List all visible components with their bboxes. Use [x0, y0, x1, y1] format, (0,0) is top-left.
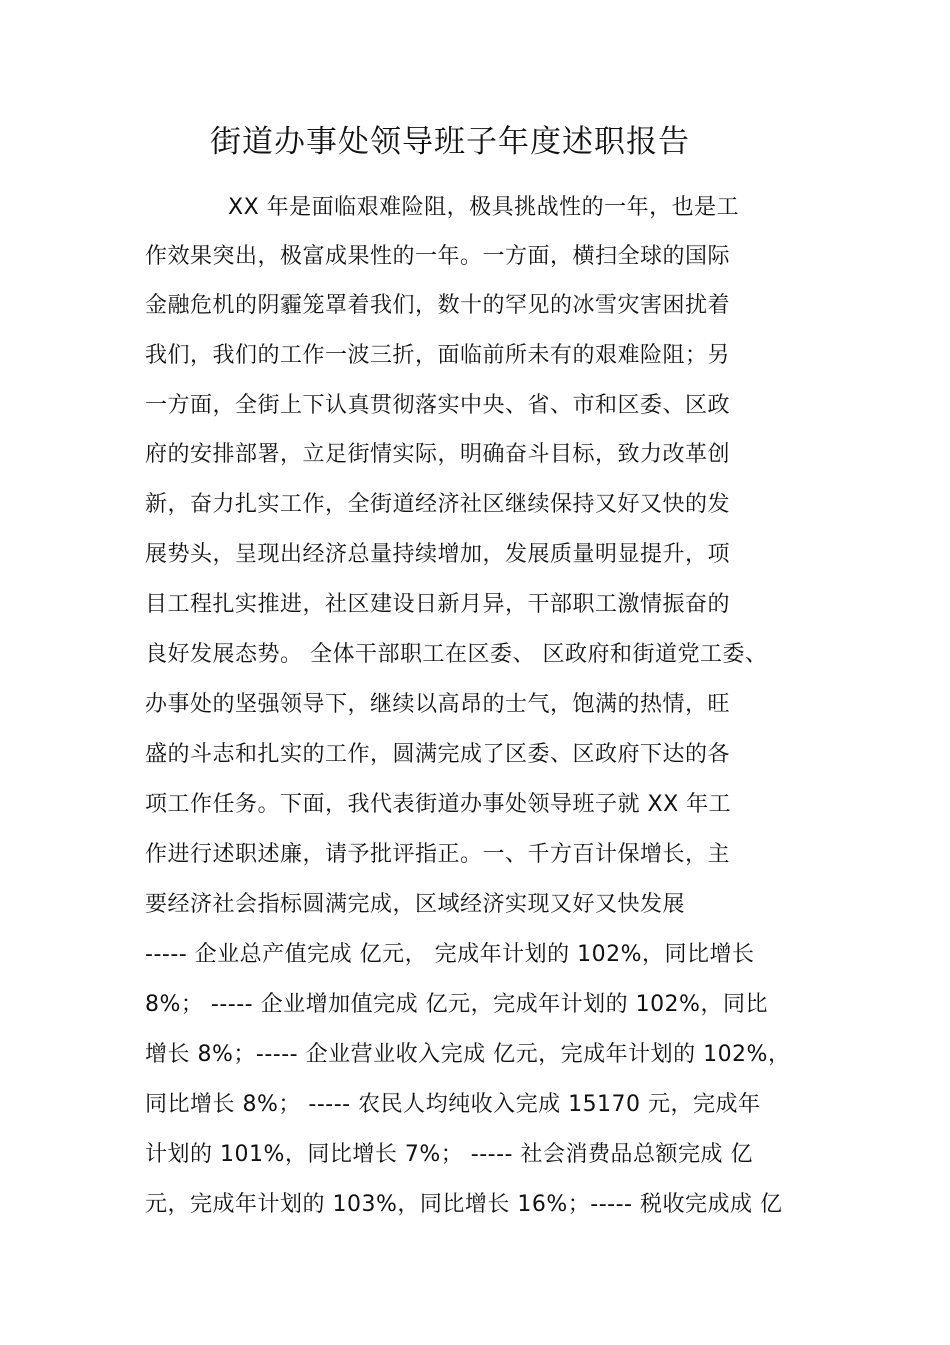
paragraph-line: 府的安排部署，立足街情实际，明确奋斗目标，致力改革创 [145, 442, 731, 467]
paragraph-line: 新，奋力扎实工作，全街道经济社区继续保持又好又快的发 [145, 492, 731, 517]
paragraph-line: 良好发展态势。 全体干部职工在区委、 区政府和街道党工委、 [145, 642, 768, 667]
paragraph-line: 计划的 101%，同比增长 7%； ----- 社会消费品总额完成 亿 [145, 1142, 753, 1167]
document-title: 街道办事处领导班子年度述职报告 [210, 124, 690, 160]
paragraph-line: 展势头，呈现出经济总量持续增加，发展质量明显提升，项 [145, 542, 731, 567]
paragraph-line: 增长 8%；----- 企业营业收入完成 亿元，完成年计划的 102%， [145, 1042, 791, 1067]
paragraph-line: 我们，我们的工作一波三折，面临前所未有的艰难险阻；另 [145, 343, 731, 368]
paragraph-line: 8%； ----- 企业增加值完成 亿元，完成年计划的 102%，同比 [145, 992, 768, 1017]
paragraph-line: 同比增长 8%； ----- 农民人均纯收入完成 15170 元，完成年 [145, 1092, 761, 1117]
paragraph-line: 办事处的坚强领导下，继续以高昂的士气，饱满的热情，旺 [145, 692, 731, 717]
paragraph-line: ----- 企业总产值完成 亿元， 完成年计划的 102%，同比增长 [145, 942, 755, 967]
paragraph-line: 作效果突出，极富成果性的一年。一方面，横扫全球的国际 [145, 244, 731, 269]
paragraph-line: 作进行述职述廉，请予批评指正。一、千方百计保增长，主 [145, 842, 731, 867]
paragraph-line: 盛的斗志和扎实的工作，圆满完成了区委、区政府下达的各 [145, 742, 731, 767]
paragraph-line: 目工程扎实推进，社区建设日新月异，干部职工激情振奋的 [145, 592, 731, 617]
paragraph-line: 要经济社会指标圆满完成，区域经济实现又好又快发展 [145, 892, 686, 917]
paragraph-line: 项工作任务。下面，我代表街道办事处领导班子就 XX 年工 [145, 792, 732, 817]
paragraph-line: 元，完成年计划的 103%，同比增长 16%；----- 税收完成成 亿 [145, 1192, 783, 1217]
paragraph-line: 一方面，全街上下认真贯彻落实中央、省、市和区委、区政 [145, 393, 731, 418]
paragraph-line: 金融危机的阴霾笼罩着我们，数十的罕见的冰雪灾害困扰着 [145, 293, 731, 318]
paragraph-line: XX 年是面临艰难险阻，极具挑战性的一年，也是工 [228, 195, 740, 220]
